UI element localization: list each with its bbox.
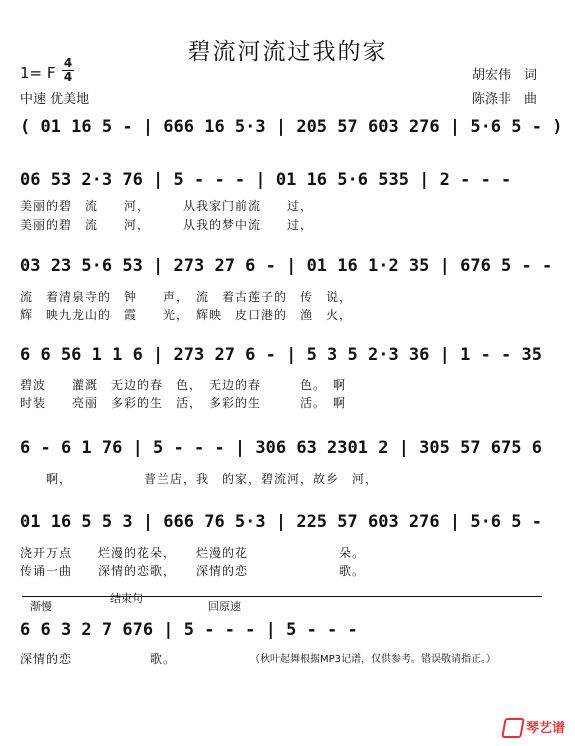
composer-credit: 陈涤非 曲: [471, 92, 537, 107]
score-row-4-lyrics-1: 碧波 灌溉 无边的春 色， 无边的春 色。 啊: [20, 378, 347, 392]
time-signature-bottom: 4: [63, 70, 73, 84]
score-row-5-notes: 6 - 6 1 76 | 5 - - - | 306 63 2301 2 | 305 57 675 6: [20, 438, 542, 458]
time-signature: [62, 58, 74, 83]
score-row-3-notes: 03 23 5·6 53 | 273 27 6 - | 01 16 1·2 35 | 676 5 - -: [20, 256, 553, 276]
site-logo: [503, 717, 565, 739]
tempo-marking: 中速 优美地: [20, 92, 90, 107]
score-row-2-lyrics-1: 美丽的碧 流 河， 从我家门前流 过，: [20, 199, 314, 213]
logo-text: 琴艺谱: [525, 720, 565, 736]
score-row-5-lyrics-1: 啊， 普兰店，我 的家，碧流河，故乡 河，: [20, 472, 379, 486]
score-row-6-lyrics-1: 浇开万点 烂漫的花朵， 烂漫的花 朵。: [20, 546, 366, 560]
logo-icon: [501, 718, 525, 738]
ending-marking: 结束句: [110, 592, 143, 605]
transcription-note: （秋叶起舞根据MP3记谱，仅供参考。错误敬请指正。）: [250, 654, 497, 665]
score-row-6-lyrics-2: 传诵一曲 深情的恋歌， 深情的恋 歌。: [20, 564, 366, 578]
score-row-1-notes: ( 01 16 5 - | 666 16 5·3 | 205 57 603 276 | 5·6 5 - ): [20, 117, 563, 137]
score-row-7-notes: 6 6 3 2 7 676 | 5 - - - | 5 - - -: [20, 620, 358, 640]
ending-bracket-line: [22, 596, 542, 597]
score-row-2-notes: 06 53 2·3 76 | 5 - - - | 01 16 5·6 535 | 2 - - -: [20, 170, 512, 190]
score-row-2-lyrics-2: 美丽的碧 流 河， 从我的梦中流 过，: [20, 218, 314, 232]
score-row-4-lyrics-2: 时装 亮丽 多彩的生 活， 多彩的生 活。 啊: [20, 396, 347, 410]
score-row-7-lyrics-1: 深情的恋 歌。: [20, 652, 177, 666]
a-tempo-marking: 回原速: [208, 600, 241, 613]
page-title: 碧流河流过我的家: [187, 39, 388, 65]
key-signature: 1= F: [20, 64, 56, 82]
score-row-3-lyrics-2: 辉 映九龙山的 霞 光， 辉映 皮口港的 渔 火，: [20, 308, 353, 322]
lyricist-credit: 胡宏伟 词: [471, 68, 537, 83]
rit-marking: 渐慢: [30, 600, 52, 613]
time-signature-top: 4: [63, 56, 73, 70]
score-row-3-lyrics-1: 流 着清泉寺的 钟 声， 流 着古莲子的 传 说，: [20, 290, 353, 304]
score-row-6-notes: 01 16 5 5 3 | 666 76 5·3 | 225 57 603 276 | 5·6 5 -: [20, 512, 542, 532]
score-row-4-notes: 6 6 56 1 1 6 | 273 27 6 - | 5 3 5 2·3 36 | 1 - - 35: [20, 345, 542, 365]
